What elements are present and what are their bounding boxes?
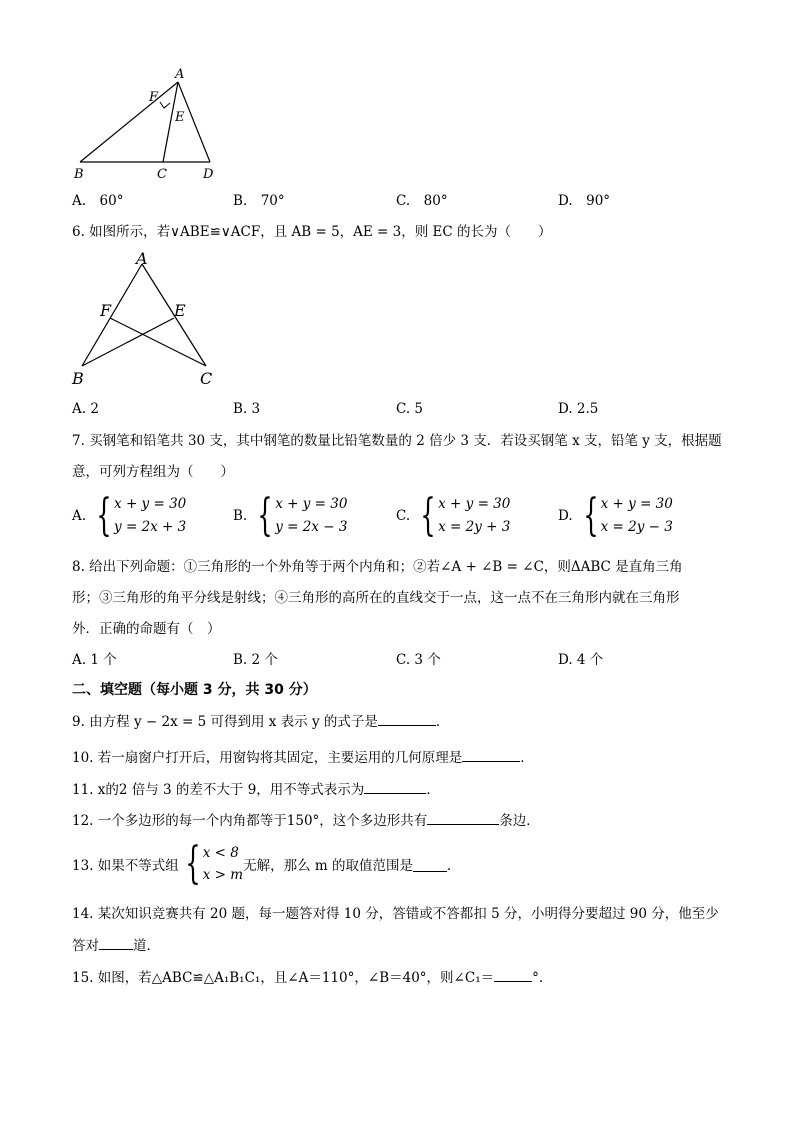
label-D: D [203, 167, 214, 182]
q6-option-d: D. 2.5 [558, 401, 599, 417]
label-B: B [72, 369, 84, 388]
q15-end: °. [532, 970, 544, 986]
answer-blank[interactable] [413, 857, 447, 872]
equation: x + y = 30 [114, 496, 187, 512]
option-label: B. [233, 508, 248, 524]
brace-icon: { [257, 490, 273, 541]
label-F: F [149, 90, 159, 105]
q8-option-a: A. 1 个 [72, 652, 117, 668]
q6-text: 6. 如图所示，若∨ABE≌∨ACF，且 AB = 5，AE = 3，则 EC 的长为（ ） [72, 224, 552, 240]
q10-end: ． [520, 750, 534, 766]
q6-option-a: A. 2 [72, 401, 99, 417]
equation: x = 2y + 3 [438, 519, 511, 535]
label-A: A [175, 67, 185, 82]
q7-option-d [558, 490, 673, 541]
label-E: E [174, 301, 186, 320]
q11-text: 11. x的2 倍与 3 的差不大于 9，用不等式表示为 [72, 782, 365, 798]
label-C: C [157, 167, 167, 182]
q13 [72, 838, 461, 889]
q10-text: 10. 若一扇窗户打开后，用窗钩将其固定，主要运用的几何原理是 [72, 750, 463, 766]
q7-option-a [72, 490, 187, 541]
option-label: C. [396, 508, 411, 524]
q5-option-b: B. 70° [233, 193, 285, 209]
q14-line2 [72, 935, 160, 956]
q8-option-d: D. 4 个 [558, 652, 604, 668]
q12 [72, 810, 540, 831]
q12-text: 12. 一个多边形的每一个内角都等于150°，这个多边形共有 [72, 813, 428, 829]
label-F: F [100, 301, 112, 320]
equation: y = 2x − 3 [275, 519, 348, 535]
q12-end: 条边． [499, 813, 540, 829]
q11-end: ． [426, 782, 440, 798]
q11 [72, 779, 440, 800]
q7-line2: 意，可列方程组为（ ） [72, 464, 234, 480]
section-heading: 二、填空题（每小题 3 分，共 30 分） [72, 682, 317, 698]
q9 [72, 711, 449, 732]
q6-option-c: C. 5 [396, 401, 424, 417]
inequality: x > m [202, 867, 244, 883]
brace-icon: { [582, 490, 599, 541]
q7-line1: 7. 买钢笔和铅笔共 30 支，其中钢笔的数量比铅笔数量的 2 倍少 3 支．若设买钢笔 x 支，铅笔 y 支，根据题 [72, 433, 722, 449]
answer-blank[interactable] [462, 747, 520, 762]
q8-line1: 8. 给出下列命题：①三角形的一个外角等于两个内角和；②若∠A + ∠B = ∠C，则ΔABC 是直角三角 [72, 559, 683, 575]
q6-option-b: B. 3 [233, 401, 261, 417]
answer-blank[interactable] [364, 779, 426, 794]
q5-option-c: C. 80° [396, 193, 448, 209]
option-label: D. [558, 508, 573, 524]
option-label: A. [72, 508, 87, 524]
equation: x + y = 30 [275, 496, 348, 512]
brace-icon: { [420, 490, 436, 541]
equation: x + y = 30 [600, 496, 673, 512]
label-E: E [175, 110, 185, 125]
q8-line2: 形；③三角形的角平分线是射线；④三角形的高所在的直线交于一点，这一点不在三角形内就在三角形 [72, 590, 680, 606]
q14-line1: 14. 某次知识竞赛共有 20 题，每一题答对得 10 分，答错或不答都扣 5 分，小明得分要超过 90 分，他至少 [72, 906, 719, 922]
q13-text: 13. 如果不等式组 [72, 858, 179, 874]
q7-option-c [396, 490, 511, 541]
q9-end: ． [435, 714, 450, 730]
brace-icon: { [185, 838, 201, 889]
label-A: A [136, 249, 148, 268]
q13-mid: 无解，那么 m 的取值范围是 [243, 858, 413, 874]
q8-option-b: B. 2 个 [233, 652, 278, 668]
q10 [72, 747, 534, 768]
q8-line3: 外．正确的命题有（ ） [72, 621, 221, 637]
triangle-figure-1 [60, 60, 230, 185]
q14-end: 道． [133, 938, 160, 954]
q5-option-d: D. 90° [558, 193, 611, 209]
brace-icon: { [96, 490, 112, 541]
q15 [72, 967, 543, 988]
q13-end: ． [446, 858, 461, 874]
triangle-figure-2 [62, 248, 232, 390]
q7-option-b [233, 490, 348, 541]
answer-blank[interactable] [378, 711, 436, 726]
q14-text: 答对 [72, 938, 99, 954]
inequality: x < 8 [202, 845, 239, 861]
q9-text: 9. 由方程 y − 2x = 5 可得到用 x 表示 y 的式子是 [72, 714, 378, 730]
q15-text: 15. 如图，若△ABC≌△A₁B₁C₁，且∠A＝110°，∠B＝40°，则∠C₁＝ [72, 970, 495, 986]
q8-option-c: C. 3 个 [396, 652, 441, 668]
label-C: C [200, 369, 213, 388]
answer-blank[interactable] [427, 810, 499, 825]
q5-option-a: A. 60° [72, 193, 124, 209]
label-B: B [74, 167, 84, 182]
equation: x + y = 30 [438, 496, 511, 512]
equation: y = 2x + 3 [114, 519, 187, 535]
answer-blank[interactable] [99, 935, 133, 950]
equation: x = 2y − 3 [600, 519, 673, 535]
answer-blank[interactable] [494, 967, 532, 982]
